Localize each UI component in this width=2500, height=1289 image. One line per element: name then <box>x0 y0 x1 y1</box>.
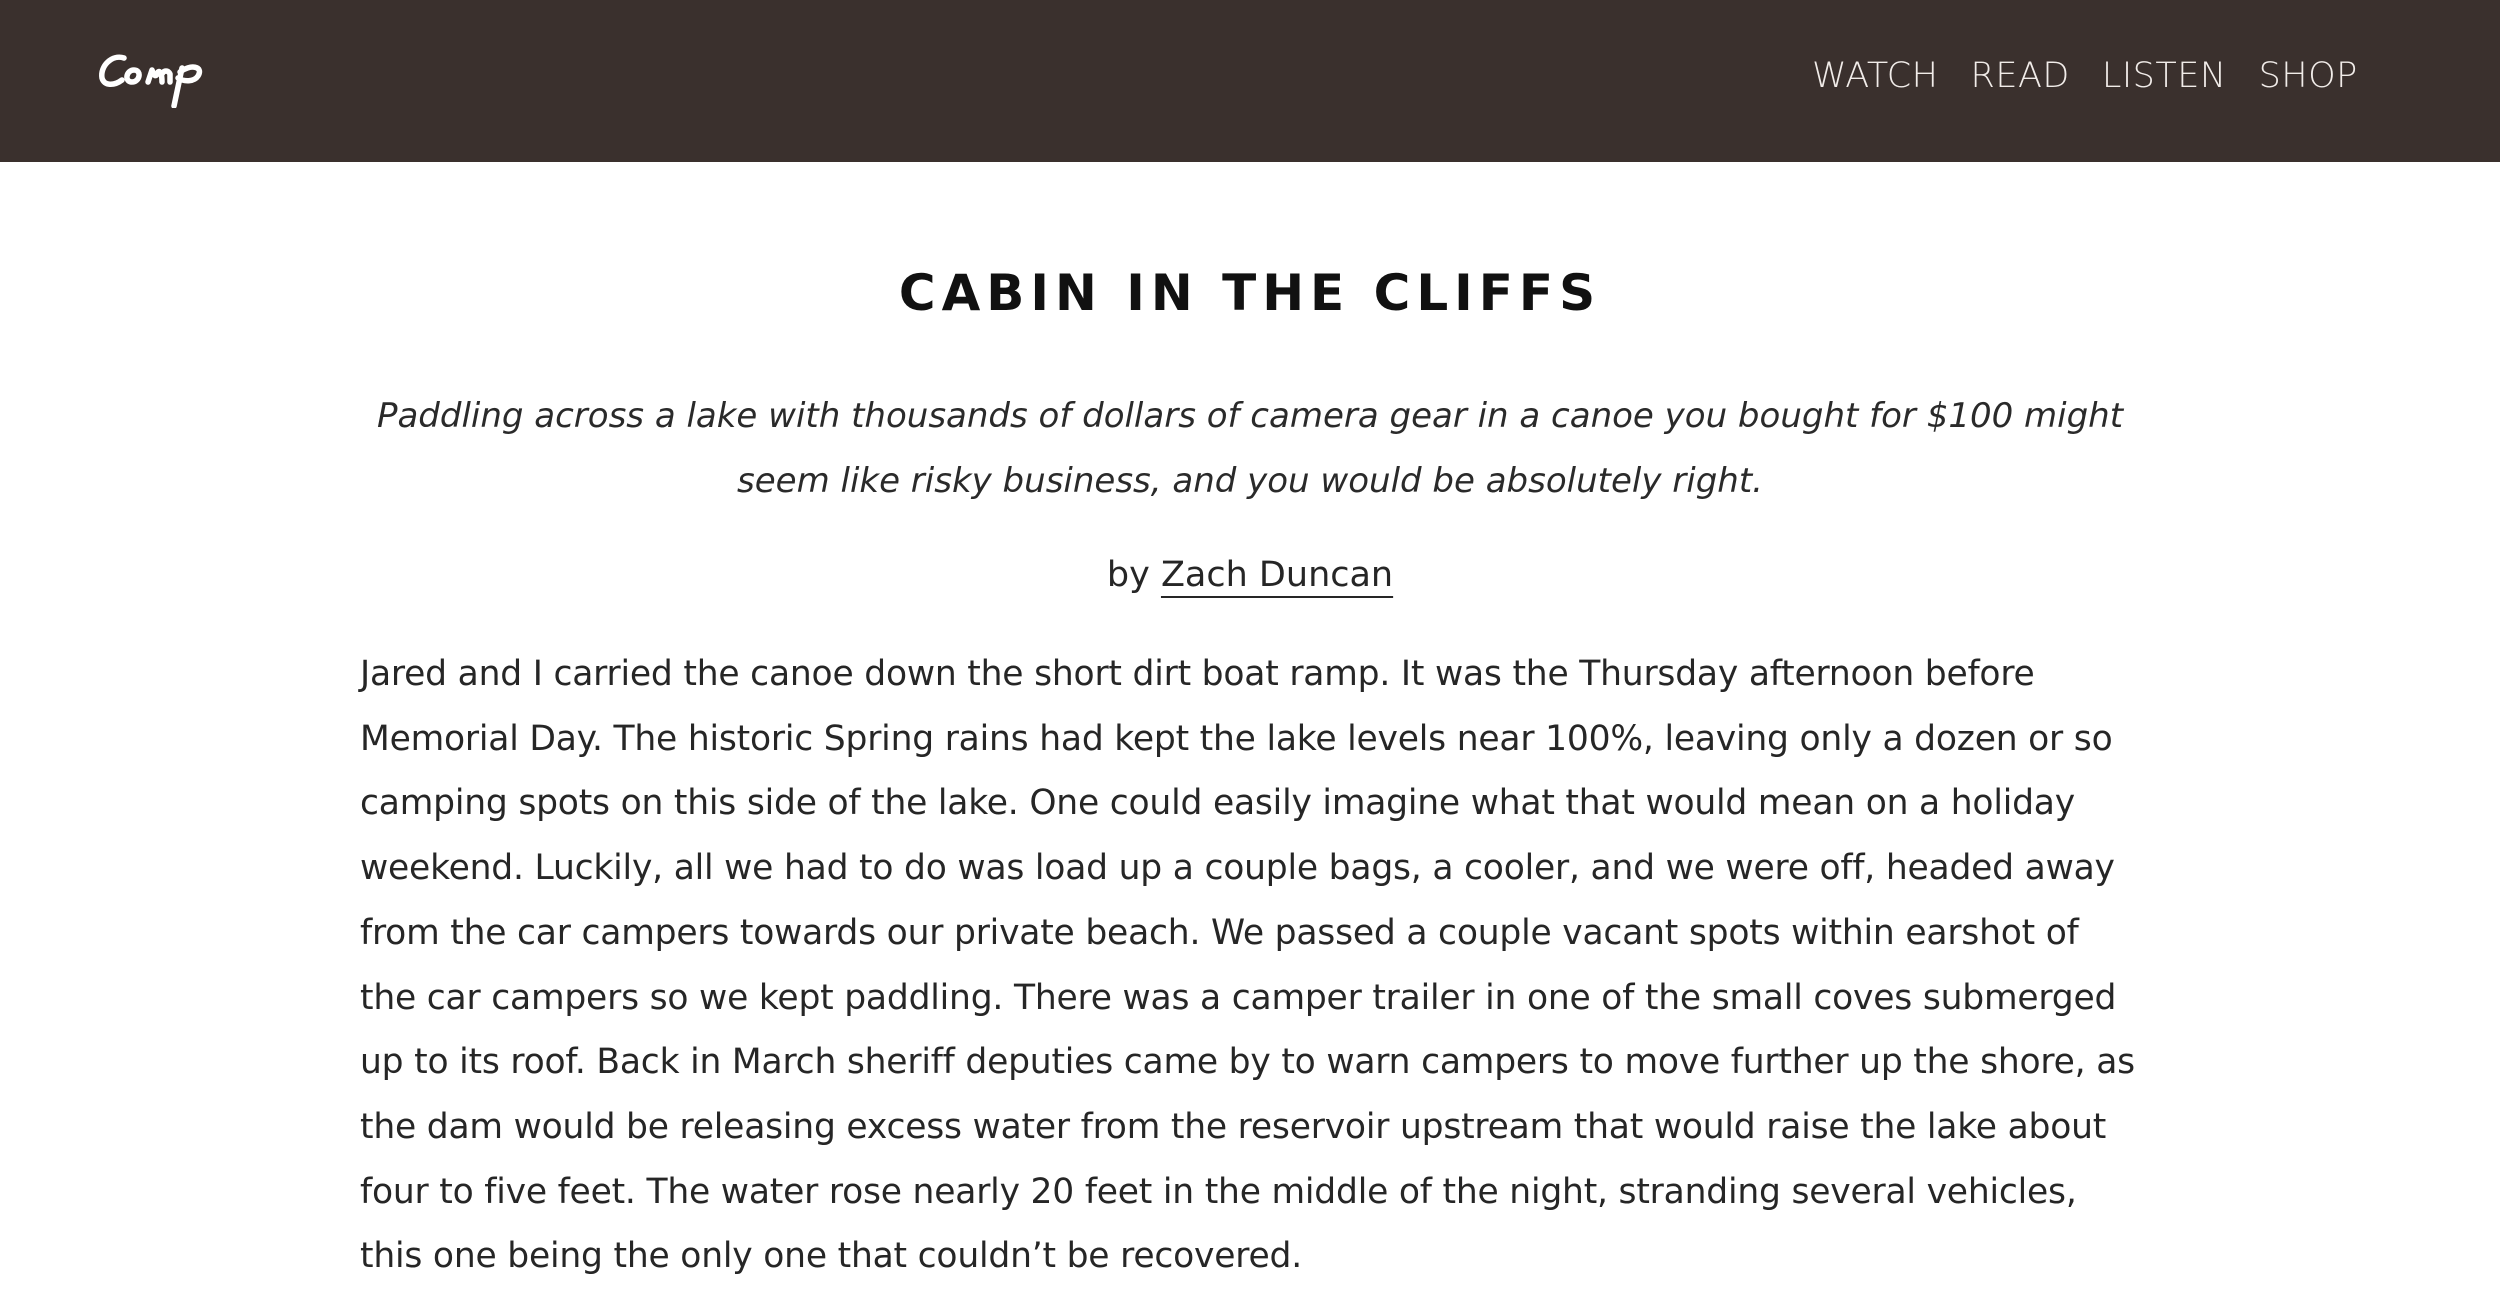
main-nav <box>1812 52 2358 100</box>
comp-logo-icon <box>94 44 220 108</box>
nav-read[interactable]: READ <box>1970 56 2070 96</box>
nav-watch[interactable]: WATCH <box>1812 56 1939 96</box>
byline-prefix: by <box>1106 555 1150 595</box>
byline <box>0 550 2500 600</box>
nav-listen[interactable]: LISTEN <box>2101 56 2227 96</box>
article-title: CABIN IN THE CLIFFS <box>898 264 1602 322</box>
site-header <box>0 0 2500 162</box>
nav-shop[interactable]: SHOP <box>2258 56 2358 96</box>
site-logo[interactable] <box>94 44 220 108</box>
article-body: Jared and I carried the canoe down the short dirt boat ramp. It was the Thursday afternoon before Memorial Day. The historic Spring rains had kept the lake levels near 100%, leaving only a dozen or so camping spots on this side of the lake. One could easily imagine what that would mean on a holiday weekend. Luckily, all we had to do was load up a couple bags, a cooler, and we were off, headed away from the car campers towards our private beach. We passed a couple vacant spots within earshot of the car campers so we kept paddling. There was a camper trailer in one of the small coves submerged up to its roof. Back in March sheriff deputies came by to warn campers to move further up the shore, as the dam would be releasing excess water from the reservoir upstream that would raise the lake about four to five feet. The water rose nearly 20 feet in the middle of the night, stranding several vehicles, this one being the only one that couldn’t be recovered. <box>360 654 2135 1277</box>
article-subtitle: Paddling across a lake with thousands of dollars of camera gear in a canoe you bought for $100 might seem like risky business, and you would be absolutely right. <box>376 396 2124 501</box>
author-link[interactable]: Zach Duncan <box>1160 555 1394 595</box>
